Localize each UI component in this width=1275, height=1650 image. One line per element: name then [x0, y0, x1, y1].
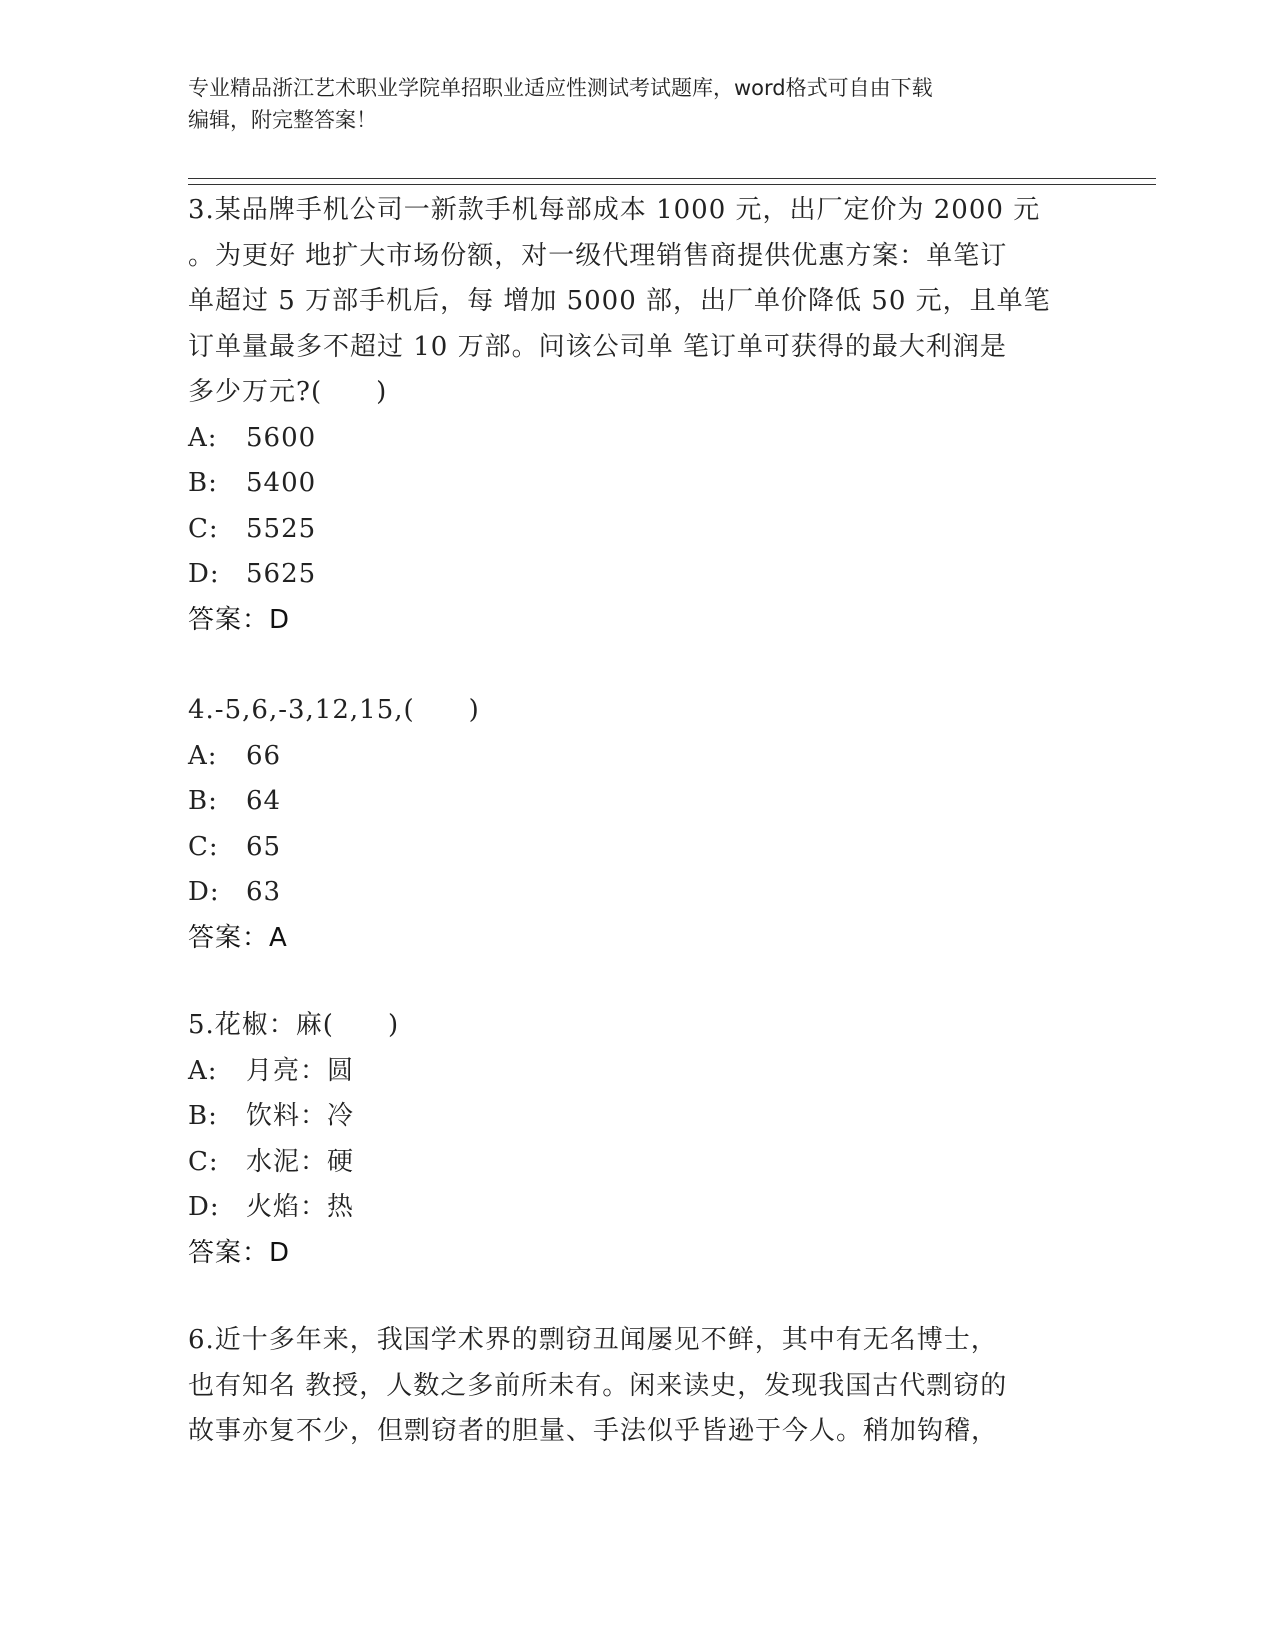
question-3-line-3: 单超过 5 万部手机后，每 增加 5000 部，出厂单价降低 50 元，且单笔 — [188, 286, 1051, 316]
question-3-line-2: 。为更好 地扩大市场份额，对一级代理销售商提供优惠方案：单笔订 — [188, 240, 1008, 271]
question-4-option-d: D: 63 — [188, 877, 282, 907]
question-5-option-b: B: 饮料：冷 — [188, 1101, 355, 1131]
question-3-answer: 答案：D — [188, 604, 291, 635]
question-5-answer: 答案：D — [188, 1237, 291, 1268]
question-4-line-1: 4.-5,6,-3,12,15,( ) — [188, 695, 480, 725]
question-3 — [188, 188, 1068, 643]
question-6-line-2: 也有知名 教授，人数之多前所未有。闲来读史，发现我国古代剽窃的 — [188, 1370, 1008, 1401]
question-3-option-b: B: 5400 — [188, 468, 317, 498]
question-4-option-a: A: 66 — [188, 740, 282, 771]
question-3-option-d: D: 5625 — [188, 559, 317, 589]
question-5-option-a: A: 月亮：圆 — [188, 1055, 355, 1086]
question-5-option-d: D: 火焰：热 — [188, 1192, 355, 1222]
question-6 — [188, 1318, 1068, 1455]
question-3-option-c: C: 5525 — [188, 513, 317, 544]
question-5 — [188, 1003, 1068, 1276]
question-3-line-5: 多少万元?( ) — [188, 377, 388, 407]
question-4 — [188, 688, 1068, 961]
header-divider-top — [188, 178, 1156, 179]
header-divider-bottom — [188, 184, 1156, 185]
question-5-option-c: C: 水泥：硬 — [188, 1146, 355, 1177]
question-6-line-1: 6.近十多年来，我国学术界的剽窃丑闻屡见不鲜，其中有无名博士， — [188, 1325, 998, 1355]
question-4-answer: 答案：A — [188, 922, 288, 953]
question-4-option-b: B: 64 — [188, 786, 282, 816]
question-6-line-3: 故事亦复不少，但剽窃者的胆量、手法似乎皆逊于今人。稍加钩稽， — [188, 1416, 999, 1446]
header-line-2: 编辑，附完整答案！ — [188, 108, 377, 132]
question-3-line-1: 3.某品牌手机公司一新款手机每部成本 1000 元，出厂定价为 2000 元 — [188, 195, 1041, 225]
document-header — [188, 72, 1088, 136]
question-3-option-a: A: 5600 — [188, 422, 317, 453]
question-5-line-1: 5.花椒：麻( ) — [188, 1010, 400, 1040]
header-line-1: 专业精品浙江艺术职业学院单招职业适应性测试考试题库，word格式可自由下载 — [188, 76, 933, 100]
question-3-line-4: 订单量最多不超过 10 万部。问该公司单 笔订单可获得的最大利润是 — [188, 331, 1007, 362]
question-4-option-c: C: 65 — [188, 831, 282, 862]
